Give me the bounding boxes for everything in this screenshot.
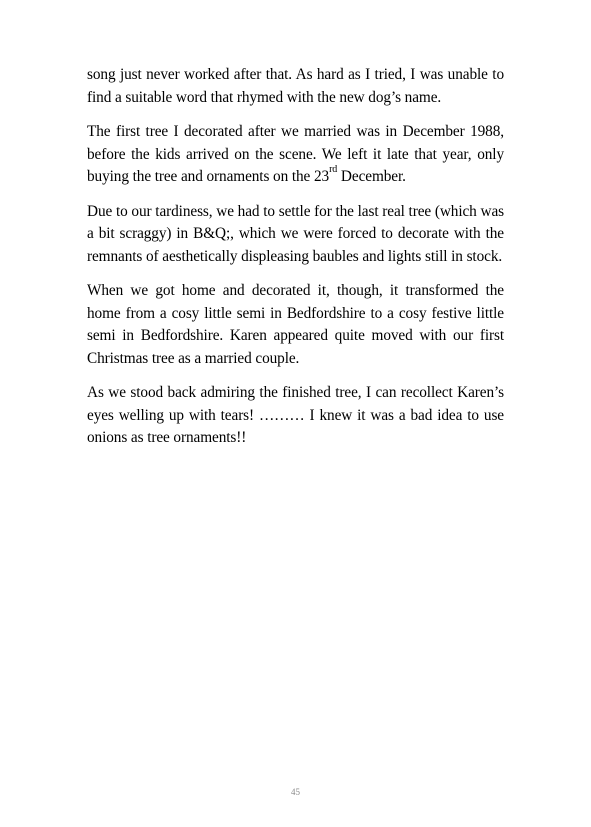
ordinal-superscript: rd [329, 163, 338, 175]
paragraph-3 [87, 201, 504, 269]
paragraph-1 [87, 64, 504, 109]
paragraph-5-text: As we stood back admiring the finished tree, I can recollect Karen’s eyes welling up with tears! ……… I knew it was a bad idea to use onions as tree ornaments!! [87, 384, 504, 446]
paragraph-5 [87, 382, 504, 450]
paragraph-2 [87, 121, 504, 189]
page-number: 45 [291, 787, 300, 797]
paragraph-2-text-before: The first tree I decorated after we married was in December 1988, before the kids arrived on the scene. We left it late that year, only buying the tree and ornaments on the 23 [87, 123, 504, 185]
paragraph-1-text: song just never worked after that. As hard as I tried, I was unable to find a suitable word that rhymed with the new dog’s name. [87, 66, 504, 106]
paragraph-3-text: Due to our tardiness, we had to settle for the last real tree (which was a bit scraggy) in B&Q;, which we were forced to decorate with the remnants of aesthetically displeasing baubles and lights still in stock. [87, 202, 504, 265]
body-text [87, 64, 504, 462]
paragraph-4 [87, 280, 504, 370]
paragraph-4-text: When we got home and decorated it, though, it transformed the home from a cosy little semi in Bedfordshire to a cosy festive little semi in Bedfordshire. Karen appeared quite moved with our first Christmas tree as a married couple. [87, 282, 504, 367]
paragraph-2-text-after: December. [337, 168, 406, 185]
